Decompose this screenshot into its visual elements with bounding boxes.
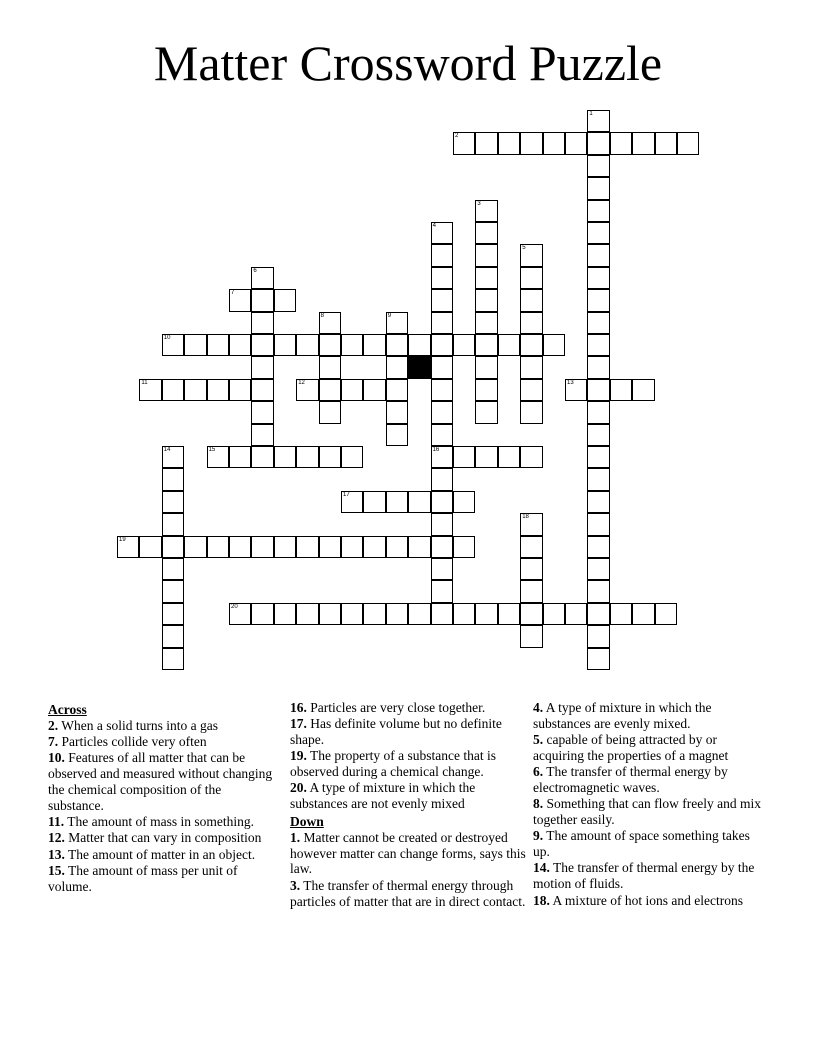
grid-cell[interactable] <box>520 558 542 580</box>
grid-cell[interactable] <box>363 491 385 513</box>
clue-number-label: 17. <box>290 716 307 732</box>
grid-cell[interactable] <box>587 446 609 468</box>
grid-cell[interactable] <box>475 312 497 334</box>
grid-cell[interactable] <box>408 334 430 356</box>
grid-cell[interactable] <box>587 312 609 334</box>
grid-cell[interactable] <box>274 289 296 311</box>
grid-cell[interactable] <box>184 379 206 401</box>
grid-cell[interactable] <box>498 446 520 468</box>
clue-text: Matter that can vary in composition <box>64 830 262 846</box>
grid-cell[interactable] <box>431 558 453 580</box>
grid-cell[interactable] <box>162 491 184 513</box>
grid-cell[interactable] <box>207 379 229 401</box>
grid-cell[interactable] <box>587 267 609 289</box>
black-square <box>408 356 430 378</box>
grid-cell[interactable] <box>475 289 497 311</box>
clue-number: 6 <box>253 267 257 274</box>
grid-cell[interactable] <box>274 536 296 558</box>
grid-cell[interactable] <box>386 401 408 423</box>
grid-cell[interactable] <box>162 446 184 468</box>
grid-cell[interactable] <box>431 244 453 266</box>
grid-cell[interactable] <box>296 446 318 468</box>
grid-cell[interactable] <box>587 244 609 266</box>
grid-cell[interactable] <box>520 379 542 401</box>
grid-cell[interactable] <box>296 379 318 401</box>
clue-text: Matter cannot be created or destroyed however matter can change forms, says this law. <box>290 829 526 877</box>
grid-cell[interactable] <box>520 513 542 535</box>
clue-item <box>533 732 769 764</box>
clue-number: 14 <box>163 447 171 453</box>
page-title: Matter Crossword Puzzle <box>153 35 663 91</box>
grid-cell[interactable] <box>162 558 184 580</box>
grid-cell[interactable] <box>431 312 453 334</box>
clue-text: When a solid turns into a gas <box>58 717 218 733</box>
clue-text: The transfer of thermal energy through particles of matter that are in direct contact. <box>290 877 526 909</box>
grid-cell[interactable] <box>251 603 273 625</box>
grid-cell[interactable] <box>341 536 363 558</box>
grid-cell[interactable] <box>475 356 497 378</box>
grid-cell[interactable] <box>162 580 184 602</box>
grid-cell[interactable] <box>475 222 497 244</box>
clue-number: 11 <box>141 379 148 386</box>
grid-cell[interactable] <box>386 491 408 513</box>
grid-cell[interactable] <box>386 356 408 378</box>
clue-number-label: 8. <box>533 796 544 812</box>
grid-cell[interactable] <box>475 132 497 154</box>
grid-cell[interactable] <box>543 132 565 154</box>
clue-number: 19 <box>119 536 126 543</box>
grid-cell[interactable] <box>162 379 184 401</box>
clue-number: 9 <box>387 312 392 319</box>
grid-cell[interactable] <box>251 424 273 446</box>
clue-number-label: 19. <box>290 748 307 764</box>
grid-cell[interactable] <box>498 132 520 154</box>
grid-cell[interactable] <box>520 244 542 266</box>
grid-cell[interactable] <box>431 334 453 356</box>
grid-cell[interactable] <box>431 356 453 378</box>
grid-cell[interactable] <box>274 334 296 356</box>
grid-cell[interactable] <box>431 580 453 602</box>
clue-number: 10 <box>163 335 171 341</box>
grid-cell[interactable] <box>274 603 296 625</box>
clue-item <box>290 748 526 780</box>
grid-cell[interactable] <box>475 379 497 401</box>
clue-item <box>48 750 274 813</box>
grid-cell[interactable] <box>520 267 542 289</box>
grid-cell[interactable] <box>475 244 497 266</box>
grid-cell[interactable] <box>453 491 475 513</box>
clue-item <box>48 863 274 895</box>
clue-number: 18 <box>522 514 529 521</box>
grid-cell[interactable] <box>587 132 609 154</box>
grid-cell[interactable] <box>162 334 184 356</box>
grid-cell[interactable] <box>587 580 609 602</box>
clue-text: A type of mixture in which the substances are evenly mixed. <box>533 700 712 731</box>
grid-cell[interactable] <box>319 379 341 401</box>
grid-cell[interactable] <box>162 648 184 670</box>
grid-cell[interactable] <box>341 446 363 468</box>
grid-cell[interactable] <box>408 491 430 513</box>
grid-cell[interactable] <box>475 401 497 423</box>
grid-cell[interactable] <box>363 334 385 356</box>
clue-text: A mixture of hot ions and electrons <box>549 892 743 908</box>
grid-cell[interactable] <box>587 379 609 401</box>
grid-cell[interactable] <box>655 132 677 154</box>
clue-number: 7 <box>231 290 235 297</box>
grid-cell[interactable] <box>251 289 273 311</box>
grid-cell[interactable] <box>431 513 453 535</box>
clue-number: 4 <box>432 223 436 229</box>
clue-text: The amount of space something takes up. <box>533 828 750 860</box>
grid-cell[interactable] <box>363 603 385 625</box>
grid-cell[interactable] <box>453 536 475 558</box>
grid-cell[interactable] <box>431 468 453 490</box>
clue-column-1 <box>48 700 274 895</box>
grid-cell[interactable] <box>139 379 161 401</box>
grid-cell[interactable] <box>184 536 206 558</box>
clue-item <box>48 718 274 734</box>
grid-cell[interactable] <box>610 132 632 154</box>
grid-cell[interactable] <box>229 446 251 468</box>
grid-cell[interactable] <box>319 536 341 558</box>
clue-number-label: 1. <box>290 829 301 845</box>
clue-column-3 <box>533 700 769 909</box>
grid-cell[interactable] <box>565 603 587 625</box>
grid-cell[interactable] <box>162 603 184 625</box>
grid-cell[interactable] <box>319 312 341 334</box>
grid-cell[interactable] <box>386 334 408 356</box>
grid-cell[interactable] <box>498 603 520 625</box>
grid-cell[interactable] <box>229 334 251 356</box>
clue-number-label: 3. <box>290 877 301 893</box>
grid-cell[interactable] <box>229 379 251 401</box>
grid-cell[interactable] <box>162 625 184 647</box>
clue-text: The amount of matter in an object. <box>64 846 256 862</box>
grid-cell[interactable] <box>162 536 184 558</box>
grid-cell[interactable] <box>587 222 609 244</box>
grid-cell[interactable] <box>520 401 542 423</box>
clue-number-label: 16. <box>290 700 307 715</box>
grid-cell[interactable] <box>587 491 609 513</box>
clue-item <box>533 893 769 909</box>
grid-cell[interactable] <box>431 536 453 558</box>
grid-cell[interactable] <box>520 580 542 602</box>
grid-cell[interactable] <box>229 536 251 558</box>
clue-number-label: 11. <box>48 814 65 830</box>
clue-item <box>533 764 769 796</box>
grid-cell[interactable] <box>587 468 609 490</box>
clue-number-label: 15. <box>48 862 65 878</box>
grid-cell[interactable] <box>587 603 609 625</box>
grid-cell[interactable] <box>386 424 408 446</box>
grid-cell[interactable] <box>341 491 363 513</box>
grid-cell[interactable] <box>296 334 318 356</box>
grid-cell[interactable] <box>655 603 677 625</box>
grid-cell[interactable] <box>139 536 161 558</box>
clue-number: 2 <box>455 133 459 140</box>
grid-cell[interactable] <box>475 603 497 625</box>
grid-cell[interactable] <box>431 222 453 244</box>
grid-cell[interactable] <box>251 536 273 558</box>
clue-item <box>533 860 769 892</box>
clue-number-label: 20. <box>290 780 307 796</box>
clue-number: 8 <box>320 312 324 319</box>
grid-cell[interactable] <box>408 536 430 558</box>
grid-cell[interactable] <box>453 334 475 356</box>
clue-item <box>533 796 769 828</box>
clue-item <box>290 700 526 716</box>
clue-number-label: 13. <box>48 846 65 862</box>
clue-number-label: 4. <box>533 700 544 715</box>
grid-cell[interactable] <box>229 289 251 311</box>
grid-cell[interactable] <box>207 536 229 558</box>
clue-text: The amount of mass per unit of volume. <box>48 862 238 894</box>
grid-cell[interactable] <box>207 334 229 356</box>
grid-cell[interactable] <box>453 603 475 625</box>
clue-number: 17 <box>343 491 350 498</box>
grid-cell[interactable] <box>520 132 542 154</box>
grid-cell[interactable] <box>319 603 341 625</box>
grid-cell[interactable] <box>431 491 453 513</box>
clue-number-label: 5. <box>533 732 544 748</box>
grid-cell[interactable] <box>475 446 497 468</box>
clue-number-label: 12. <box>48 830 65 846</box>
grid-cell[interactable] <box>319 334 341 356</box>
grid-cell[interactable] <box>386 379 408 401</box>
clue-item <box>290 780 526 812</box>
clue-item <box>48 734 274 750</box>
grid-cell[interactable] <box>431 289 453 311</box>
grid-cell[interactable] <box>475 200 497 222</box>
clue-text: The property of a substance that is observed during a chemical change. <box>290 748 496 780</box>
grid-cell[interactable] <box>475 267 497 289</box>
clue-item <box>533 828 769 860</box>
grid-cell[interactable] <box>632 132 654 154</box>
grid-cell[interactable] <box>117 536 139 558</box>
clue-number-label: 2. <box>48 717 59 733</box>
grid-cell[interactable] <box>251 334 273 356</box>
clue-number-label: 10. <box>48 750 65 766</box>
grid-cell[interactable] <box>431 379 453 401</box>
grid-cell[interactable] <box>431 424 453 446</box>
grid-cell[interactable] <box>431 267 453 289</box>
grid-cell[interactable] <box>184 334 206 356</box>
clue-text: The amount of mass in something. <box>64 814 254 830</box>
grid-cell[interactable] <box>162 513 184 535</box>
grid-cell[interactable] <box>565 132 587 154</box>
clue-number-label: 14. <box>533 860 550 876</box>
grid-cell[interactable] <box>520 536 542 558</box>
clue-text: Something that can flow freely and mix together easily. <box>533 796 761 828</box>
grid-cell[interactable] <box>520 356 542 378</box>
clue-column-2 <box>290 700 526 910</box>
grid-cell[interactable] <box>587 625 609 647</box>
grid-cell[interactable] <box>587 177 609 199</box>
grid-cell[interactable] <box>251 446 273 468</box>
clue-heading-across: Across <box>48 702 87 717</box>
grid-cell[interactable] <box>431 446 453 468</box>
clue-text: capable of being attracted by or acquiring the properties of a magnet <box>533 732 729 763</box>
clue-text: A type of mixture in which the substances are not evenly mixed <box>290 780 476 812</box>
clue-number: 12 <box>298 379 305 386</box>
grid-cell[interactable] <box>162 468 184 490</box>
clue-number: 15 <box>208 447 216 453</box>
grid-cell[interactable] <box>251 379 273 401</box>
grid-cell[interactable] <box>319 356 341 378</box>
clue-item <box>290 716 526 748</box>
clue-number: 1 <box>589 111 593 117</box>
grid-cell[interactable] <box>587 334 609 356</box>
grid-cell[interactable] <box>319 401 341 423</box>
grid-cell[interactable] <box>587 200 609 222</box>
grid-cell[interactable] <box>475 334 497 356</box>
grid-cell[interactable] <box>677 132 699 154</box>
grid-cell[interactable] <box>587 289 609 311</box>
grid-cell[interactable] <box>587 513 609 535</box>
clue-text: The transfer of thermal energy by the motion of fluids. <box>533 860 755 892</box>
grid-cell[interactable] <box>251 356 273 378</box>
clue-item <box>290 830 526 877</box>
grid-cell[interactable] <box>520 446 542 468</box>
grid-cell[interactable] <box>386 312 408 334</box>
grid-cell[interactable] <box>431 401 453 423</box>
clue-text: Features of all matter that can be observed and measured without changing the chemical composition of the substance. <box>48 750 273 813</box>
grid-cell[interactable] <box>587 648 609 670</box>
grid-cell[interactable] <box>251 267 273 289</box>
clue-text: The transfer of thermal energy by electromagnetic waves. <box>533 764 728 795</box>
grid-cell[interactable] <box>520 312 542 334</box>
clue-item <box>48 814 274 830</box>
clue-item <box>48 847 274 863</box>
clue-text: Particles collide very often <box>58 734 207 750</box>
grid-cell[interactable] <box>520 289 542 311</box>
grid-cell[interactable] <box>386 603 408 625</box>
grid-cell[interactable] <box>587 558 609 580</box>
grid-cell[interactable] <box>207 446 229 468</box>
grid-cell[interactable] <box>229 603 251 625</box>
grid-cell[interactable] <box>251 401 273 423</box>
clue-number: 3 <box>477 200 481 207</box>
grid-cell[interactable] <box>587 424 609 446</box>
grid-cell[interactable] <box>296 603 318 625</box>
clue-number-label: 6. <box>533 764 544 780</box>
grid-cell[interactable] <box>587 401 609 423</box>
clue-heading-down: Down <box>290 814 324 830</box>
grid-cell[interactable] <box>610 603 632 625</box>
clue-text: Has definite volume but no definite shape. <box>290 716 502 748</box>
grid-cell[interactable] <box>632 603 654 625</box>
grid-cell[interactable] <box>632 379 654 401</box>
clue-text: Particles are very close together. <box>306 700 486 715</box>
grid-cell[interactable] <box>587 155 609 177</box>
grid-cell[interactable] <box>610 379 632 401</box>
grid-cell[interactable] <box>386 536 408 558</box>
grid-cell[interactable] <box>587 110 609 132</box>
grid-cell[interactable] <box>341 379 363 401</box>
grid-cell[interactable] <box>587 536 609 558</box>
grid-cell[interactable] <box>341 334 363 356</box>
grid-cell[interactable] <box>498 334 520 356</box>
clue-number: 13 <box>567 379 574 386</box>
grid-cell[interactable] <box>565 379 587 401</box>
clue-number-label: 9. <box>533 828 544 844</box>
grid-cell[interactable] <box>453 446 475 468</box>
grid-cell[interactable] <box>431 603 453 625</box>
grid-cell[interactable] <box>453 132 475 154</box>
clue-number: 5 <box>522 245 526 252</box>
clue-item <box>290 878 526 910</box>
grid-cell[interactable] <box>408 603 430 625</box>
grid-cell[interactable] <box>319 446 341 468</box>
grid-cell[interactable] <box>543 334 565 356</box>
clue-number-label: 18. <box>533 892 550 908</box>
clue-item <box>48 830 274 846</box>
grid-cell[interactable] <box>251 312 273 334</box>
grid-cell[interactable] <box>520 334 542 356</box>
grid-cell[interactable] <box>543 603 565 625</box>
grid-cell[interactable] <box>341 603 363 625</box>
grid-cell[interactable] <box>363 536 385 558</box>
clue-item <box>533 700 769 732</box>
grid-cell[interactable] <box>296 536 318 558</box>
clue-number-label: 7. <box>48 734 59 750</box>
clue-number: 16 <box>432 447 440 453</box>
grid-cell[interactable] <box>520 625 542 647</box>
grid-cell[interactable] <box>274 446 296 468</box>
grid-cell[interactable] <box>587 356 609 378</box>
grid-cell[interactable] <box>520 603 542 625</box>
clue-number: 20 <box>231 603 238 610</box>
grid-cell[interactable] <box>363 379 385 401</box>
